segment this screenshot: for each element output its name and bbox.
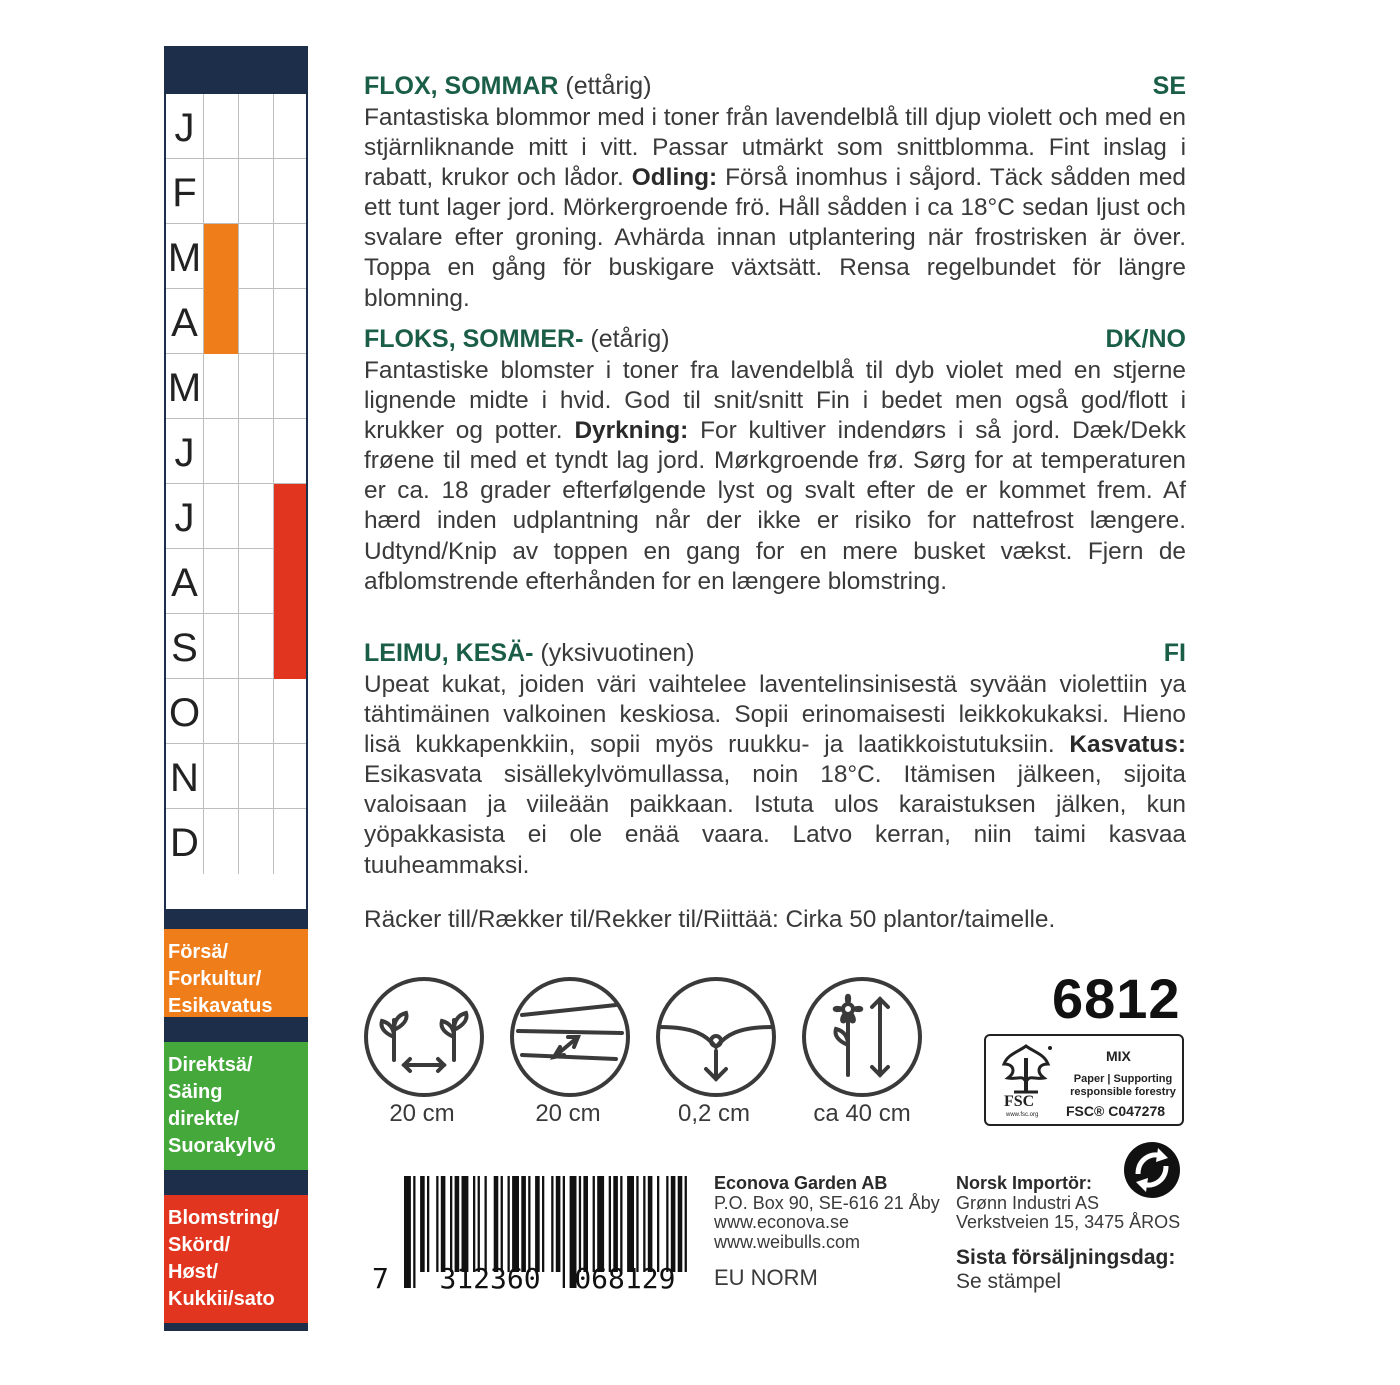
- barcode-bar: [551, 1176, 553, 1272]
- calendar-cell: [274, 224, 306, 289]
- barcode-bar: [685, 1176, 687, 1272]
- calendar-cell: [274, 809, 306, 874]
- calendar-cell: [274, 419, 306, 484]
- month-letter: M: [166, 354, 204, 419]
- legend-direct-line: Suorakylvö: [168, 1135, 276, 1157]
- recycling-icon: [1122, 1140, 1182, 1200]
- barcode-bar: [478, 1176, 480, 1272]
- legend-indoor-sowing: [164, 929, 308, 1017]
- section-swedish: [364, 69, 1186, 314]
- legend-indoor-line: Forkultur/: [168, 968, 262, 990]
- barcode-bar: [678, 1176, 683, 1272]
- section-heading: [364, 322, 1186, 356]
- barcode-bar: [508, 1176, 510, 1272]
- barcode-bar: [462, 1176, 469, 1272]
- barcode-bar: [657, 1176, 659, 1272]
- barcode-bar: [593, 1176, 595, 1272]
- fsc-tree-icon: [996, 1042, 1056, 1096]
- calendar-cell: [274, 679, 306, 744]
- company-address: P.O. Box 90, SE-616 21 Åby: [714, 1192, 940, 1213]
- barcode-bar: [648, 1176, 653, 1272]
- legend-direct-line: Säing: [168, 1081, 223, 1103]
- calendar-cell: [239, 289, 274, 354]
- barcode-bar: [613, 1176, 618, 1272]
- calendar-cell: [204, 94, 239, 159]
- barcode-bar: [521, 1176, 526, 1272]
- barcode-bar: [579, 1176, 581, 1272]
- calendar-cell: [239, 809, 274, 874]
- calendar-cell: [274, 744, 306, 809]
- calendar-cell: [274, 614, 306, 679]
- month-letter: N: [166, 744, 204, 809]
- month-row: [166, 679, 306, 744]
- legend-flowering-line: Blomstring/: [168, 1207, 280, 1229]
- barcode-bar: [597, 1176, 604, 1272]
- calendar-cell: [274, 94, 306, 159]
- barcode-digits: 7 312360 068129: [372, 1262, 676, 1295]
- sowing-depth-label: 0,2 cm: [677, 1100, 751, 1127]
- month-grid: [164, 94, 308, 909]
- calendar-cell: [239, 679, 274, 744]
- month-letter: D: [166, 809, 204, 874]
- legend-flowering-line: Skörd/: [168, 1234, 231, 1256]
- calendar-cell: [204, 614, 239, 679]
- importer-address: Verkstveien 15, 3475 ÅROS: [956, 1212, 1181, 1232]
- sowing-depth-icon: [654, 975, 778, 1099]
- yield-text: Räcker till/Rækker til/Rekker til/Riittää: Cirka 50 plantor/taimelle.: [364, 906, 1056, 933]
- calendar-cell: [239, 354, 274, 419]
- section-finnish: [364, 636, 1186, 881]
- language-code: DK/NO: [1105, 325, 1186, 353]
- month-row: [166, 159, 306, 224]
- calendar-band: [164, 909, 308, 929]
- month-row: [166, 809, 306, 874]
- month-row: [166, 419, 306, 484]
- fsc-license-code: FSC® C047278: [1066, 1103, 1166, 1119]
- barcode-bar: [501, 1176, 503, 1272]
- section-heading: [364, 69, 1186, 103]
- month-letter: A: [166, 289, 204, 354]
- barcode-bar: [512, 1176, 519, 1272]
- calendar-cell: [274, 289, 306, 354]
- barcode-bar: [535, 1176, 540, 1272]
- month-letter: O: [166, 679, 204, 744]
- month-letter: S: [166, 614, 204, 679]
- calendar-cell: [239, 94, 274, 159]
- barcode-bar: [542, 1176, 544, 1272]
- barcode-bar: [583, 1176, 588, 1272]
- plant-spacing-icon: [362, 975, 486, 1099]
- product-subtitle: (etårig): [583, 325, 670, 353]
- barcode-bar: [643, 1176, 645, 1272]
- legend-flowering: [164, 1195, 308, 1323]
- description-text: Upeat kukat, joiden väri vaihtelee laventelinsinisestä syvään violettiin ya tähtimäinen valkoinen keskiosa. Sopii erinomaisesti leikkokukaksi. Hieno lisä kukkapenkkiin, sopii myös ruukku- ja laatikkoistutuksiin. Kasvatus: Esikasvata sisällekylvömullassa, noin 18°C. Itämisen jälkeen, sijoita valoisaan ja viileään paikkaan. Istuta ulos karaistuksen jälken, kun yöpakkasista ei ole enää vaara. Latvo kerran, niin taimi kasvaa tuuheammaksi.: [364, 671, 1186, 879]
- product-name: LEIMU, KESÄ-: [364, 639, 534, 667]
- calendar-cell: [274, 549, 306, 614]
- product-name: FLOX, SOMMAR: [364, 72, 559, 100]
- product-subtitle: (yksivuotinen): [533, 639, 695, 667]
- barcode-bar: [620, 1176, 622, 1272]
- barcode-bar: [420, 1176, 425, 1272]
- fsc-url: www.fsc.org: [1006, 1112, 1039, 1118]
- legend-direct-line: Direktsä/: [168, 1054, 253, 1076]
- legend-indoor-line: Försä/: [168, 941, 229, 963]
- calendar-band: [164, 1170, 308, 1195]
- calendar-cell: [204, 354, 239, 419]
- fsc-label: [984, 1034, 1184, 1126]
- fsc-mix: MIX: [1106, 1048, 1131, 1064]
- company-info: [714, 1174, 940, 1252]
- barcode-bar: [556, 1176, 561, 1272]
- calendar-cell: [239, 224, 274, 289]
- section-heading: [364, 636, 1186, 670]
- legend-flowering-line: Kukkii/sato: [168, 1288, 275, 1310]
- month-letter: J: [166, 419, 204, 484]
- last-sale-value: Se stämpel: [956, 1270, 1062, 1293]
- legend-flowering-line: Høst/: [168, 1261, 218, 1283]
- barcode-bar: [671, 1176, 676, 1272]
- calendar-cell: [274, 354, 306, 419]
- barcode-bar: [450, 1176, 452, 1272]
- company-website[interactable]: www.econova.se: [714, 1212, 850, 1232]
- month-row: [166, 354, 306, 419]
- language-code: SE: [1152, 72, 1186, 100]
- calendar-cell: [204, 744, 239, 809]
- barcode-bar: [627, 1176, 634, 1272]
- month-row: [166, 289, 306, 354]
- importer-title: Norsk Importör:: [956, 1173, 1093, 1193]
- legend-direct-line: direkte/: [168, 1108, 240, 1130]
- calendar-cell: [204, 549, 239, 614]
- row-spacing-label: 20 cm: [535, 1100, 601, 1127]
- importer-name: Grønn Industri AS: [956, 1192, 1100, 1213]
- calendar-cell: [239, 159, 274, 224]
- month-letter: F: [166, 159, 204, 224]
- month-letter: M: [166, 224, 204, 289]
- article-number: 6812: [1052, 967, 1181, 1030]
- last-sale-title: Sista försäljningsdag:: [956, 1246, 1176, 1269]
- month-letter: J: [166, 484, 204, 549]
- barcode-bar: [494, 1176, 499, 1272]
- fsc-claim: Paper | Supporting responsible forestry: [1070, 1073, 1176, 1098]
- calendar-cell: [204, 159, 239, 224]
- month-letter: A: [166, 549, 204, 614]
- month-letter: J: [166, 94, 204, 159]
- barcode-bar: [609, 1176, 611, 1272]
- calendar-cell: [204, 419, 239, 484]
- company-name: Econova Garden AB: [714, 1173, 888, 1193]
- barcode-bar: [441, 1176, 446, 1272]
- calendar-cell: [204, 484, 239, 549]
- calendar-band: [164, 1017, 308, 1042]
- calendar-cell: [204, 679, 239, 744]
- month-row: [166, 549, 306, 614]
- month-row: [166, 94, 306, 159]
- calendar-cell: [239, 484, 274, 549]
- barcode-bar: [436, 1176, 438, 1272]
- barcode-bar: [636, 1176, 638, 1272]
- calendar-cell: [204, 224, 239, 289]
- sowing-calendar: [164, 46, 308, 1331]
- barcode-bar: [455, 1176, 460, 1272]
- legend-direct-sowing: [164, 1042, 308, 1170]
- legend-indoor-line: Esikavatus: [168, 995, 273, 1017]
- month-row: [166, 224, 306, 289]
- barcode-bar: [473, 1176, 475, 1272]
- plant-spacing-label: 20 cm: [389, 1100, 455, 1127]
- description-text: Fantastiske blomster i toner fra lavendelblå til dyb violet med en stjerne lignende midte i hvid. God til snit/snitt Fin i bedet men også god/flott i krukker og potter. Dyrkning: For kultiver indendørs i så jord. Dæk/Dekk frøene til med et tyndt lag jord. Mørkgroende frø. Sørg for at temperaturen er ca. 18 grader efterfølgende lyst og svalt efter de er kommet frem. Af hærd inden udplantning når der ikke er risiko for nattefrost længere. Udtynd/Knip av toppen en gang for en mere busket vækst. Fjern de afblomstrende efterhånden for en længere blomstring.: [364, 357, 1186, 595]
- last-sale-info: [956, 1246, 1175, 1294]
- calendar-bottom-band: [164, 1323, 308, 1331]
- calendar-cell: [204, 809, 239, 874]
- company-website[interactable]: www.weibulls.com: [714, 1231, 861, 1252]
- calendar-cell: [239, 614, 274, 679]
- calendar-cell: [239, 744, 274, 809]
- barcode-bar: [427, 1176, 429, 1272]
- month-row: [166, 614, 306, 679]
- description-text: Fantastiska blommor med i toner från lavendelblå till djup violett och med en stjärnliknande mitt i vitt. Passar utmärkt som snittblomma. Fint inslag i rabatt, krukor och lådor. Odling: Förså inomhus i såjord. Täck sådden med ett tunt lager jord. Mörkergroende frö. Håll sådden i ca 18°C sedan ljust och svalare efter groning. Avhärda innan utplantering när frostrisken är över. Toppa en gång för buskigare växtsätt. Rensa regelbundet för längre blomning.: [364, 104, 1186, 312]
- barcode-bar: [528, 1176, 530, 1272]
- product-subtitle: (ettårig): [558, 72, 652, 100]
- calendar-top-band: [164, 46, 308, 94]
- barcode-bar: [485, 1176, 487, 1272]
- plant-height-label: ca 40 cm: [813, 1100, 911, 1127]
- language-code: FI: [1163, 639, 1186, 667]
- month-row: [166, 484, 306, 549]
- fsc-wordmark: FSC: [1004, 1093, 1035, 1110]
- row-spacing-icon: [508, 975, 632, 1099]
- plant-height-icon: [800, 975, 924, 1099]
- product-name: FLOKS, SOMMER-: [364, 325, 584, 353]
- section-danish-norwegian: [364, 322, 1186, 597]
- calendar-cell: [274, 484, 306, 549]
- calendar-cell: [239, 549, 274, 614]
- calendar-cell: [239, 419, 274, 484]
- barcode-bar: [666, 1176, 668, 1272]
- eu-norm-label: EU NORM: [714, 1265, 818, 1290]
- month-row: [166, 744, 306, 809]
- calendar-cell: [274, 159, 306, 224]
- calendar-cell: [204, 289, 239, 354]
